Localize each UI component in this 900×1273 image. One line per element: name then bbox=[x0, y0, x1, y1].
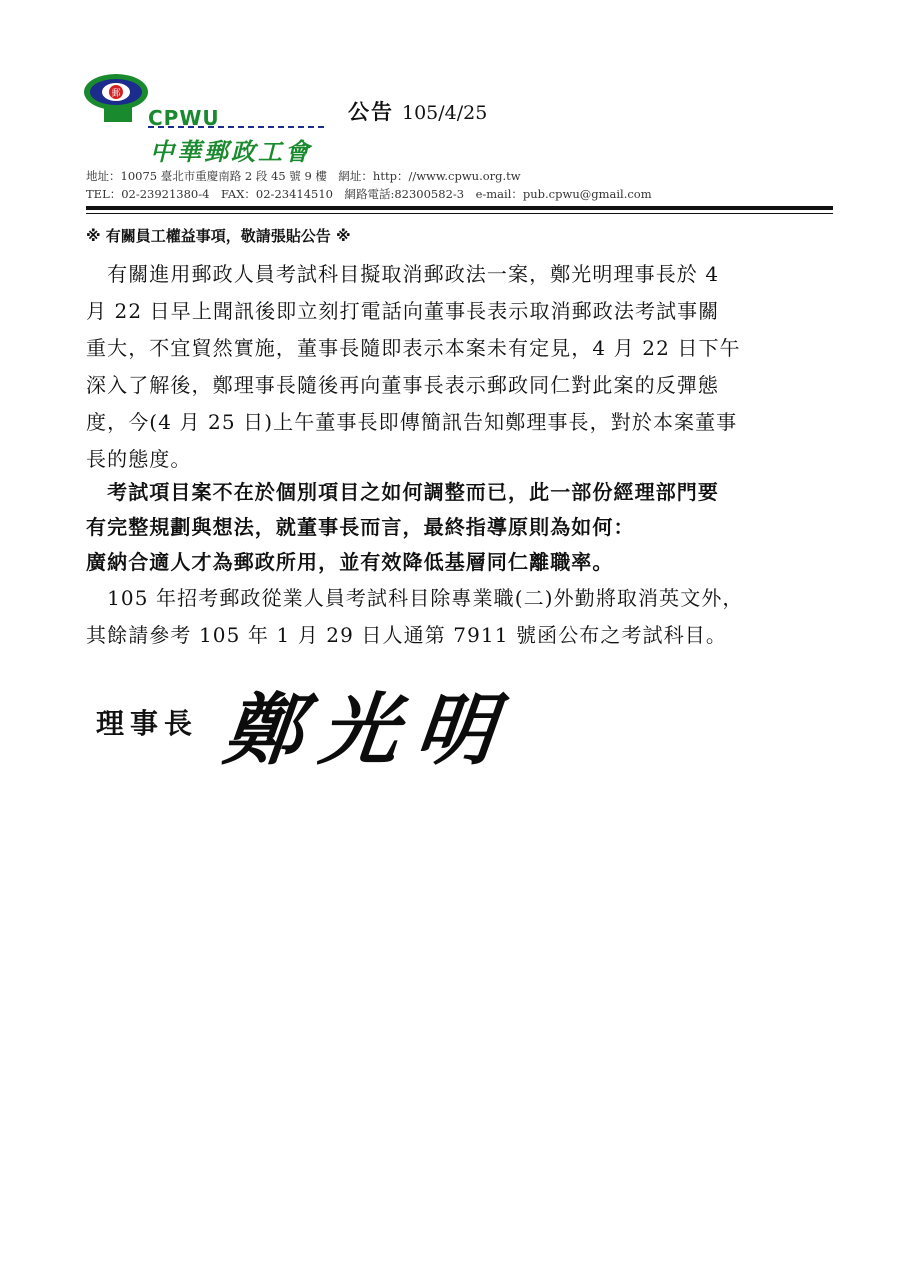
paragraph2-line: 有完整規劃與想法，就董事長而言，最終指導原則為如何： bbox=[86, 515, 635, 539]
logo-chinese-name: 中華郵政工會 bbox=[150, 137, 312, 166]
notice-date: 105/4/25 bbox=[402, 102, 488, 124]
emblem-glyph: 郵 bbox=[111, 89, 121, 99]
paragraph1-line: 月 22 日早上聞訊後即立刻打電話向董事長表示取消郵政法考試事關 bbox=[86, 299, 720, 323]
paragraph1-line: 重大，不宜貿然實施，董事長隨即表示本案未有定見，4 月 22 日下午 bbox=[86, 336, 741, 360]
signature-title: 理事長 bbox=[96, 707, 199, 740]
paragraph2-line: 考試項目案不在於個別項目之如何調整而已，此一部份經理部門要 bbox=[86, 480, 719, 504]
paragraph1-line: 深入了解後，鄭理事長隨後再向董事長表示郵政同仁對此案的反彈態 bbox=[86, 373, 719, 397]
paragraph1-line: 長的態度。 bbox=[86, 447, 192, 471]
header-divider-thick bbox=[86, 206, 833, 210]
attention-notice: ※ 有關員工權益事項，敬請張貼公告 ※ bbox=[86, 227, 351, 245]
paragraph1-line: 度，今(4 月 25 日)上午董事長即傳簡訊告知鄭理事長，對於本案董事 bbox=[86, 410, 738, 434]
paragraph1-line: 有關進用郵政人員考試科目擬取消郵政法一案，鄭光明理事長於 4 bbox=[86, 262, 720, 286]
logo-divider bbox=[148, 126, 324, 128]
union-logo bbox=[82, 70, 332, 165]
paragraph2-line: 廣納合適人才為郵政所用，並有效降低基層同仁離職率。 bbox=[86, 550, 614, 574]
paragraph3-line: 105 年招考郵政從業人員考試科目除專業職(二)外勤將取消英文外， bbox=[86, 586, 744, 610]
contact-phone-line: TEL：02-23921380-4 FAX：02-23414510 網路電話:82300582-3 e-mail：pub.cpwu@gmail.com bbox=[86, 187, 652, 201]
notice-keyword: 公告 bbox=[348, 99, 394, 124]
contact-address-line: 地址：10075 臺北市重慶南路 2 段 45 號 9 樓 網址：http：//www.cpwu.org.tw bbox=[86, 169, 521, 183]
header-divider-thin bbox=[86, 213, 833, 214]
cpwu-emblem-icon bbox=[82, 70, 152, 130]
notice-heading bbox=[348, 96, 487, 126]
signature-name: 鄭光明 bbox=[219, 685, 518, 776]
paragraph3-line: 其餘請參考 105 年 1 月 29 日人通第 7911 號函公布之考試科目。 bbox=[86, 623, 728, 647]
logo-english-name: CPWU bbox=[148, 106, 220, 130]
